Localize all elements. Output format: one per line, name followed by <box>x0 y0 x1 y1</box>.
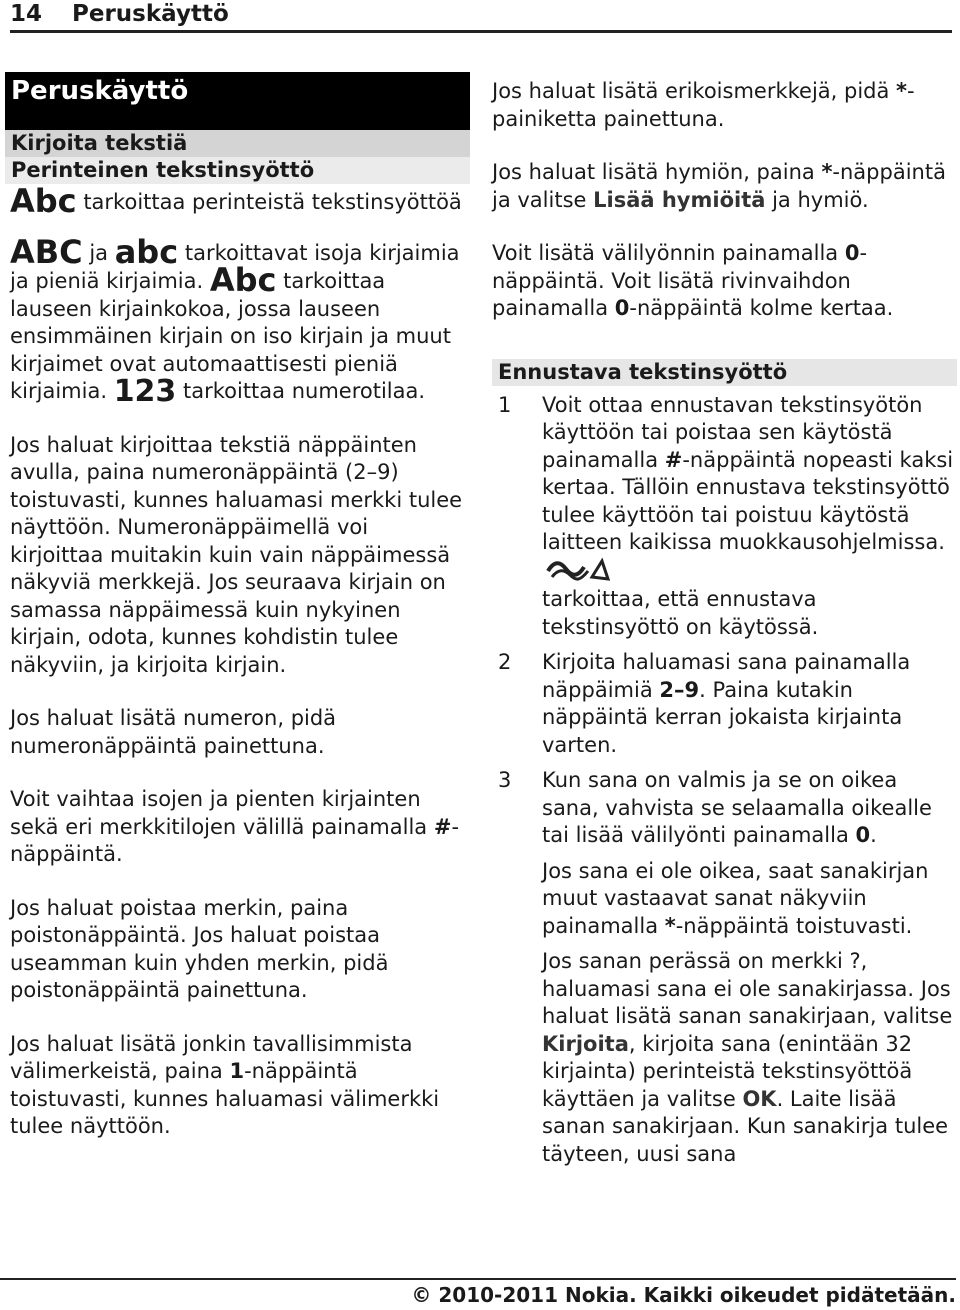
list-item: 3 Kun sana on valmis ja se on oikea sana, vahvista se selaamalla oikealle tai lisää välilyönti painamalla 0. Jos sana ei ole oikea, saat sanakirjan muut vastaavat sanat näkyviin painamalla *-näppäintä toistuvasti. Jos sanan perässä on merkki ?, haluamasi sana ei ole sanakirjassa. Jos haluat lisätä sanan sanakirjaan, valitse Kirjoita, kirjoita sana (enintään 32 kirjainta) perinteistä tekstinsyöttöä käyttäen ja valitse OK. Laite lisää sanan sanakirjaan. Kun sanakirja tulee täyteen, uusi sana <box>498 768 953 1166</box>
key-label: 0 <box>844 241 860 265</box>
copyright-text: © 2010-2011 Nokia. Kaikki oikeudet pidätetään. <box>411 1283 956 1307</box>
page-footer <box>0 1278 956 1310</box>
menu-option: OK <box>742 1086 777 1111</box>
paragraph: Jos haluat kirjoittaa tekstiä näppäinten avulla, paina numeronäppäintä (2–9) toistuvasti, kunnes haluamasi merkki tulee näyttöön. Numeronäppäimellä voi kirjoittaa muitakin kuin vain näppäimessä näkyviä merkkejä. Jos seuraava kirjain on samassa näppäimessä kuin nykyinen kirjain, odota, kunnes kohdistin tulee näkyviin, ja kirjoita kirjain. <box>10 432 463 677</box>
page-header <box>10 0 952 33</box>
abc-uppercase-icon: ABC <box>10 232 83 271</box>
paragraph: Jos haluat lisätä erikoismerkkejä, pidä *-painiketta painettuna. <box>492 79 915 131</box>
abc-sentence-case-icon: Abc <box>10 182 77 220</box>
predictive-text-icon <box>546 557 614 583</box>
right-body <box>492 78 957 323</box>
step-number: 2 <box>498 650 512 674</box>
paragraph: Jos haluat lisätä hymiön, paina *-näppäintä ja valitse Lisää hymiöitä ja hymiö. <box>492 160 946 212</box>
paragraph: Abc tarkoittaa perinteistä tekstinsyöttöä <box>10 182 462 220</box>
subsection-heading: Perinteinen tekstinsyöttö <box>5 157 470 184</box>
left-body <box>5 182 470 1141</box>
key-label: * <box>664 913 676 938</box>
left-column <box>5 72 470 1167</box>
key-label: 0 <box>614 296 630 320</box>
menu-option: Kirjoita <box>542 1031 629 1056</box>
right-column <box>492 78 957 1176</box>
step-number: 3 <box>498 768 512 792</box>
paragraph: Voit lisätä välilyönnin painamalla 0-näppäintä. Voit lisätä rivinvaihdon painamalla 0-näppäintä kolme kertaa. <box>492 241 894 320</box>
section-heading: Kirjoita tekstiä <box>5 130 470 157</box>
paragraph: Voit vaihtaa isojen ja pienten kirjainten sekä eri merkkitilojen välillä painamalla #-näppäintä. <box>10 787 460 866</box>
key-label: 2–9 <box>659 677 700 702</box>
key-label: * <box>821 160 833 184</box>
section-heading: Ennustava tekstinsyöttö <box>492 359 957 386</box>
paragraph: Jos haluat lisätä jonkin tavallisimmista välimerkeistä, paina 1-näppäintä toistuvasti, kunnes haluamasi välimerkki tulee näyttöön. <box>10 1031 440 1138</box>
menu-option: Lisää hymiöitä <box>593 187 766 212</box>
step-number: 1 <box>498 392 512 417</box>
steps-list <box>492 392 957 1169</box>
key-label: * <box>896 79 908 103</box>
number-mode-icon: 123 <box>113 374 177 409</box>
key-label: 1 <box>229 1059 245 1083</box>
abc-lowercase-icon: abc <box>114 232 179 271</box>
key-label: 0 <box>855 823 871 847</box>
header-title: Peruskäyttö <box>72 1 229 27</box>
key-label: # <box>433 814 452 839</box>
paragraph: Jos haluat lisätä numeron, pidä numeronäppäintä painettuna. <box>10 706 337 758</box>
list-item: 2 Kirjoita haluamasi sana painamalla näppäimiä 2–9. Paina kutakin näppäintä kerran jokaista kirjainta varten. <box>498 650 911 757</box>
abc-sentence-case-icon: Abc <box>209 261 277 299</box>
page-number: 14 <box>10 1 43 27</box>
key-label: # <box>664 447 683 472</box>
chapter-heading: Peruskäyttö <box>5 72 470 130</box>
paragraph: ABC ja abc tarkoittavat isoja kirjaimia ja pieniä kirjaimia. Abc tarkoittaa lauseen kirjainkokoa, jossa lauseen ensimmäinen kirjain on iso kirjain ja muut kirjaimet ovat automaattisesti pieniä kirjaimia. 123 tarkoittaa numerotilaa. <box>10 232 460 409</box>
list-item: 1 Voit ottaa ennustavan tekstinsyötön käyttöön tai poistaa sen käytöstä painamalla #-näppäintä nopeasti kaksi kertaa. Tällöin ennustava tekstinsyöttö tulee käyttöön tai poistuu käytöstä laitteen kaikissa muokkausohjelmissa. tarkoittaa, että ennustava tekstinsyöttö on käytössä. <box>498 392 954 639</box>
paragraph: Jos haluat poistaa merkin, paina poistonäppäintä. Jos haluat poistaa useamman kuin yhden merkin, pidä poistonäppäintä painettuna. <box>10 895 389 1002</box>
